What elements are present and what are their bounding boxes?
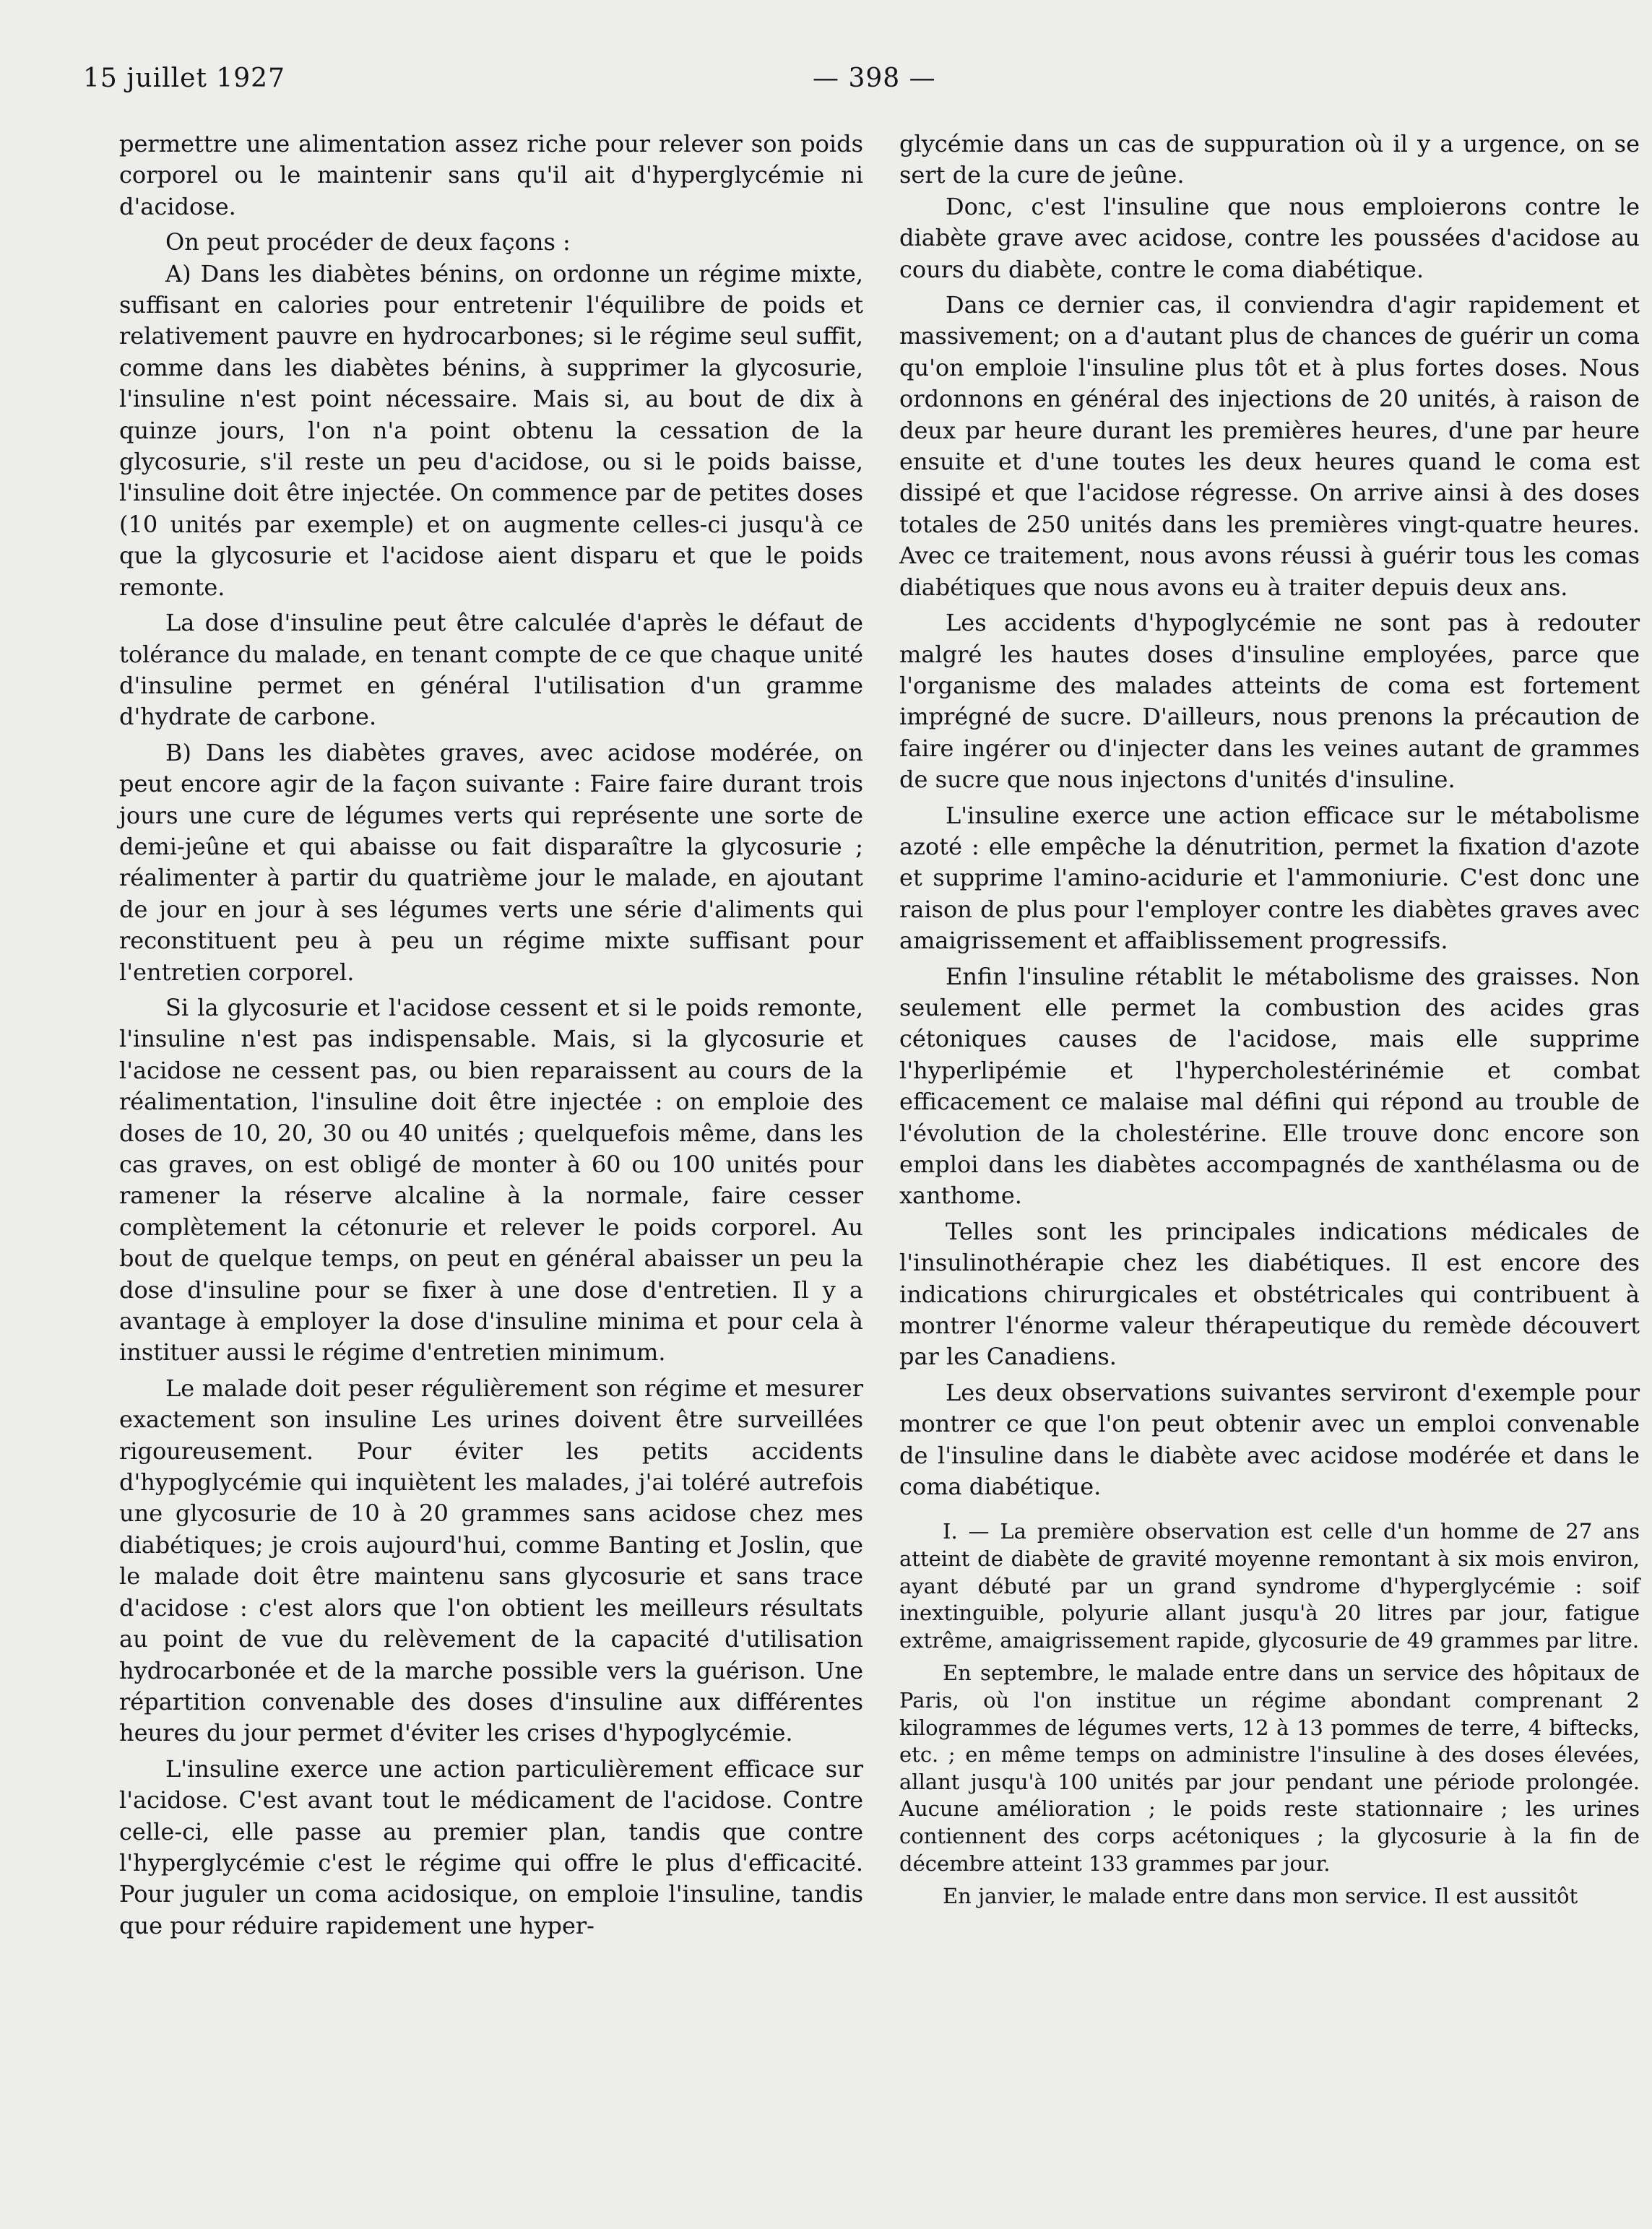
paragraph: Telles sont les principales indications médicales de l'insulinothérapie chez les diabétiques. Il est encore des indications chirurgicales et obstétricales qui contribuent à montrer l'énorme valeur thérapeutique du remède découvert par les Canadiens. [899,1217,1640,1371]
paragraph: Si la glycosurie et l'acidose cessent et si le poids remonte, l'insuline n'est pas indispensable. Mais, si la glycosurie et l'acidose ne cessent pas, ou bien reparaissent au cours de la réalimentation, l'insuline doit être injectée : on emploie des doses de 10, 20, 30 ou 40 unités ; quelquefois même, dans les cas graves, on est obligé de monter à 60 ou 100 unités pour ramener la réserve alcaline à la normale, faire cesser complètement la cétonurie et relever le poids corporel. Au bout de quelque temps, on peut en général abaisser un peu la dose d'insuline pour se fixer à une dose d'entretien. Il y a avantage à employer la dose d'insuline minima et pour cela à instituer aussi le régime d'entretien minimum. [119,993,863,1367]
paragraph: L'insuline exerce une action efficace sur le métabolisme azoté : elle empêche la dénutrition, permet la fixation d'azote et supprime l'amino-acidurie et l'ammoniurie. C'est donc une raison de plus pour l'employer contre les diabètes graves avec amaigrissement et affaiblissement progressifs. [899,801,1640,955]
page-number: — 398 — [813,64,936,93]
paragraph: On peut procéder de deux façons : [165,228,571,256]
paragraph: La dose d'insuline peut être calculée d'après le défaut de tolérance du malade, en tenant compte de ce que chaque unité d'insuline permet en général l'utilisation d'un gramme d'hydrate de carbone. [119,609,863,731]
paragraph: A) Dans les diabètes bénins, on ordonne un régime mixte, suffisant en calories pour entretenir l'équilibre de poids et relativement pauvre en hydrocarbones; si le régime seul suffit, comme dans les diabètes bénins, à supprimer la glycosurie, l'insuline n'est point nécessaire. Mais si, au bout de dix à quinze jours, l'on n'a point obtenu la cessation de la glycosurie, s'il reste un peu d'acidose, ou si le poids baisse, l'insuline doit être injectée. On commence par de petites doses (10 unités par exemple) et on augmente celles-ci jusqu'à ce que la glycosurie et l'acidose aient disparu et que le poids remonte. [119,259,863,601]
paragraph: Dans ce dernier cas, il conviendra d'agir rapidement et massivement; on a d'autant plus de chances de guérir un coma qu'on emploie l'insuline plus tôt et à plus fortes doses. Nous ordonnons en général des injections de 20 unités, à raison de deux par heure durant les premières heures, d'une par heure ensuite et d'une toutes les deux heures quand le coma est dissipé et que l'acidose régresse. On arrive ainsi à des doses totales de 250 unités dans les premières vingt-quatre heures. Avec ce traitement, nous avons réussi à guérir tous les comas diabétiques que nous avons eu à traiter depuis deux ans. [899,291,1640,601]
paragraph: Donc, c'est l'insuline que nous emploierons contre le diabète grave avec acidose, contre les poussées d'acidose au cours du diabète, contre le coma diabétique. [899,192,1640,283]
right-column [899,129,1640,1910]
paragraph: permettre une alimentation assez riche pour relever son poids corporel ou le maintenir sans qu'il ait d'hyperglycémie ni d'acidose. [119,130,863,220]
paragraph: Enfin l'insuline rétablit le métabolisme des graisses. Non seulement elle permet la combustion des acides gras cétoniques causes de l'acidose, mais elle supprime l'hyperlipémie et l'hypercholestérinémie et combat efficacement ce malaise mal défini qui répond au trouble de l'évolution de la cholestérine. Elle trouve donc encore son emploi dans les diabètes accompagnés de xanthélasma ou de xanthome. [899,962,1640,1210]
page-header [83,64,1609,107]
left-column [119,129,863,1942]
paragraph: Les accidents d'hypoglycémie ne sont pas à redouter malgré les hautes doses d'insuline employées, parce que l'organisme des malades atteints de coma est fortement imprégné de sucre. D'ailleurs, nous prenons la précaution de faire ingérer ou d'injecter dans les veines autant de grammes de sucre que nous injectons d'unités d'insuline. [899,609,1640,794]
issue-date: 15 juillet 1927 [83,64,285,93]
observation-paragraph: I. — La première observation est celle d'un homme de 27 ans atteint de diabète de gravité moyenne remontant à six mois environ, ayant débuté par un grand syndrome d'hyperglycémie : soif inextinguible, polyurie allant jusqu'à 20 litres par jour, fatigue extrême, amaigrissement rapide, glycosurie de 49 grammes par litre. [899,1519,1640,1653]
observation-paragraph: En janvier, le malade entre dans mon service. Il est aussitôt [943,1884,1578,1909]
paragraph: Les deux observations suivantes serviront d'exemple pour montrer ce que l'on peut obtenir avec un emploi convenable de l'insuline dans le diabète avec acidose modérée et dans le coma diabétique. [899,1378,1640,1501]
column-divider [881,130,883,2225]
paragraph: L'insuline exerce une action particulièrement efficace sur l'acidose. C'est avant tout le médicament de l'acidose. Contre celle-ci, elle passe au premier plan, tandis que contre l'hyperglycémie c'est le régime qui offre le plus d'efficacité. Pour juguler un coma acidosique, on emploie l'insuline, tandis que pour réduire rapidement une hyper- [119,1754,863,1939]
paragraph: glycémie dans un cas de suppuration où il y a urgence, on se sert de la cure de jeûne. [899,130,1640,189]
paragraph: Le malade doit peser régulièrement son régime et mesurer exactement son insuline Les urines doivent être surveillées rigoureusement. Pour éviter les petits accidents d'hypoglycémie qui inquiètent les malades, j'ai toléré autrefois une glycosurie de 10 à 20 grammes sans acidose chez mes diabétiques; je crois aujourd'hui, comme Banting et Joslin, que le malade doit être maintenu sans glycosurie et sans trace d'acidose : c'est alors que l'on obtient les meilleurs résultats au point de vue du relèvement de la capacité d'utilisation hydrocarbonée et de la marche possible vers la guérison. Une répartition convenable des doses d'insuline aux différentes heures du jour permet d'éviter les crises d'hypoglycémie. [119,1374,863,1747]
paragraph: B) Dans les diabètes graves, avec acidose modérée, on peut encore agir de la façon suivante : Faire faire durant trois jours une cure de légumes verts qui représente une sorte de demi-jeûne et qui abaisse ou fait disparaître la glycosurie ; réalimenter à partir du quatrième jour le malade, en ajoutant de jour en jour à ses légumes verts une série d'aliments qui reconstituent peu à peu un régime mixte suffisant pour l'entretien corporel. [119,738,863,986]
observation-paragraph: En septembre, le malade entre dans un service des hôpitaux de Paris, où l'on institue un régime abondant comprenant 2 kilogrammes de légumes verts, 12 à 13 pommes de terre, 4 biftecks, etc. ; en même temps on administre l'insuline à des doses élevées, allant jusqu'à 100 unités par jour pendant une période prolongée. Aucune amélioration ; le poids reste stationnaire ; les urines contiennent des corps acétoniques ; la glycosurie à la fin de décembre atteint 133 grammes par jour. [899,1661,1640,1876]
